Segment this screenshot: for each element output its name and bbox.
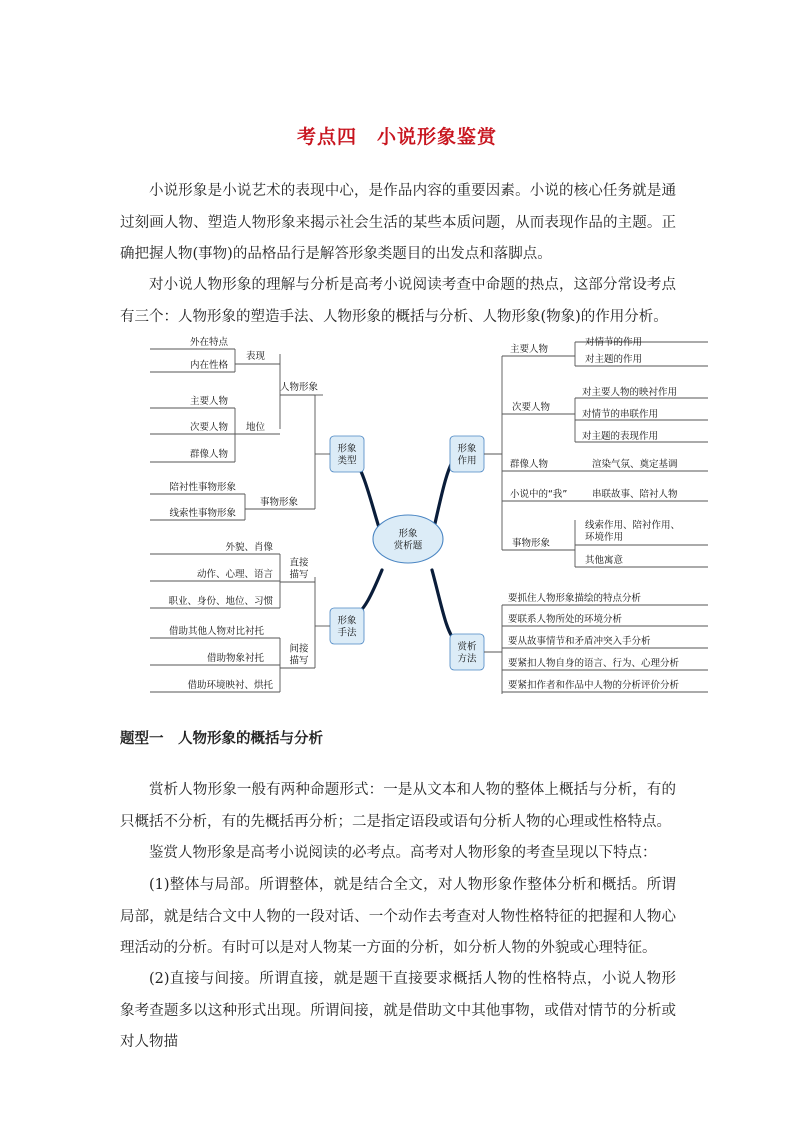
leaf-method-4: 要紧扣作者和作品中人物的分析评价分析 bbox=[508, 680, 680, 691]
leaf-minor-1: 对情节的串联作用 bbox=[582, 409, 659, 420]
mindmap-diagram bbox=[140, 332, 710, 700]
group-direct-label: 描写 bbox=[289, 569, 309, 581]
leaf-position-0: 主要人物 bbox=[189, 396, 228, 407]
leaf-minor-0: 对主要人物的映衬作用 bbox=[582, 387, 678, 398]
subgroup-position-label: 地位 bbox=[246, 422, 266, 433]
leaf-direct-1: 动作、心理、语言 bbox=[196, 569, 273, 580]
center-node-label: 赏析题 bbox=[393, 540, 423, 552]
group-object-label: 事物形象 bbox=[512, 538, 551, 549]
node-function-label: 作用 bbox=[457, 455, 477, 467]
intro-paragraph-2: 对小说人物形象的理解与分析是高考小说阅读考查中命题的热点，这部分常设考点有三个：人物形象的塑造手法、人物形象的概括与分析、人物形象(物象)的作用分析。 bbox=[120, 277, 676, 325]
center-node-label: 形象 bbox=[398, 528, 418, 540]
body-paragraph-4: (2)直接与间接。所谓直接，就是题干直接要求概括人物的性格特点，小说人物形象考查题多以这种形式出现。所谓间接，就是借助文中其他事物，或借对情节的分析或对人物描 bbox=[120, 971, 676, 1050]
node-method-label: 方法 bbox=[457, 653, 477, 665]
leaf-object-0: 线索作用、陪衬作用、 bbox=[585, 520, 681, 531]
node-function-label: 形象 bbox=[457, 443, 477, 455]
leaf-method-1: 要联系人物所处的环境分析 bbox=[508, 614, 623, 625]
leaf-method-3: 要紧扣人物自身的语言、行为、心理分析 bbox=[508, 658, 680, 669]
leaf-thing-0: 陪衬性事物形象 bbox=[169, 482, 236, 493]
node-method-label: 赏析 bbox=[457, 641, 477, 653]
intro-paragraph-1: 小说形象是小说艺术的表现中心，是作品内容的重要因素。小说的核心任务就是通过刻画人物、塑造人物形象来揭示社会生活的某些本质问题，从而表现作品的主题。正确把握人物(事物)的品格品行是解答形象类题目的出发点和落脚点。 bbox=[120, 183, 676, 262]
group-minor-label: 次要人物 bbox=[512, 402, 551, 413]
leaf-object-0: 环境作用 bbox=[585, 532, 624, 543]
page-title: 考点四 小说形象鉴赏 bbox=[296, 126, 497, 148]
body-paragraph-1: 赏析人物形象一般有两种命题形式：一是从文本和人物的整体上概括与分析，有的只概括不分析，有的先概括再分析；二是指定语段或语句分析人物的心理或性格特点。 bbox=[120, 782, 676, 830]
group-narrator-label: 小说中的“我” bbox=[510, 489, 568, 500]
leaf-indirect-0: 借助其他人物对比衬托 bbox=[168, 626, 264, 637]
leaf-position-1: 次要人物 bbox=[189, 422, 228, 433]
leaf-thing-1: 线索性事物形象 bbox=[169, 508, 236, 519]
leaf-indirect-1: 借助物象衬托 bbox=[206, 653, 264, 664]
group-person-label: 人物形象 bbox=[280, 382, 319, 393]
leaf-method-2: 要从故事情节和矛盾冲突入手分析 bbox=[508, 636, 651, 647]
leaf-expression-1: 内在性格 bbox=[189, 360, 228, 371]
narrator-inline: 串联故事、陪衬人物 bbox=[592, 489, 678, 500]
leaf-main-1: 对主题的作用 bbox=[585, 354, 643, 365]
crowd-inline: 渲染气氛、奠定基调 bbox=[592, 459, 678, 470]
leaf-direct-0: 外貌、肖像 bbox=[225, 542, 273, 553]
leaf-position-2: 群像人物 bbox=[189, 449, 228, 460]
subgroup-expression-label: 表现 bbox=[246, 351, 266, 362]
group-indirect-label: 间接 bbox=[289, 643, 309, 655]
leaf-object-1: 其他寓意 bbox=[585, 555, 624, 566]
leaf-minor-2: 对主题的表现作用 bbox=[582, 431, 659, 442]
leaf-direct-2: 职业、身份、地位、习惯 bbox=[168, 596, 273, 607]
node-type-label: 形象 bbox=[337, 443, 357, 455]
section-heading: 题型一 人物形象的概括与分析 bbox=[120, 730, 323, 747]
leaf-method-0: 要抓住人物形象描绘的特点分析 bbox=[508, 593, 642, 604]
body-paragraph-2: 鉴赏人物形象是高考小说阅读的必考点。高考对人物形象的考查呈现以下特点： bbox=[149, 845, 657, 861]
group-main-label: 主要人物 bbox=[510, 344, 549, 355]
group-direct-label: 直接 bbox=[289, 557, 309, 569]
leaf-expression-0: 外在特点 bbox=[189, 337, 228, 348]
body-paragraph-3: (1)整体与局部。所谓整体，就是结合全文，对人物形象作整体分析和概括。所谓局部，就是结合文中人物的一段对话、一个动作去考查对人物性格特征的把握和人物心理活动的分析。有时可以是对人物某一方面的分析，如分析人物的外貌或心理特征。 bbox=[120, 877, 676, 956]
node-technique-label: 形象 bbox=[337, 615, 357, 627]
leaf-main-0: 对情节的作用 bbox=[585, 337, 643, 348]
leaf-indirect-2: 借助环境映衬、烘托 bbox=[187, 680, 273, 691]
group-indirect-label: 描写 bbox=[289, 655, 309, 667]
node-technique-label: 手法 bbox=[337, 627, 357, 639]
group-crowd-label: 群像人物 bbox=[510, 459, 549, 470]
branch-right-bottom bbox=[432, 570, 456, 642]
node-type-label: 类型 bbox=[337, 455, 357, 467]
group-thing-label: 事物形象 bbox=[260, 497, 299, 508]
